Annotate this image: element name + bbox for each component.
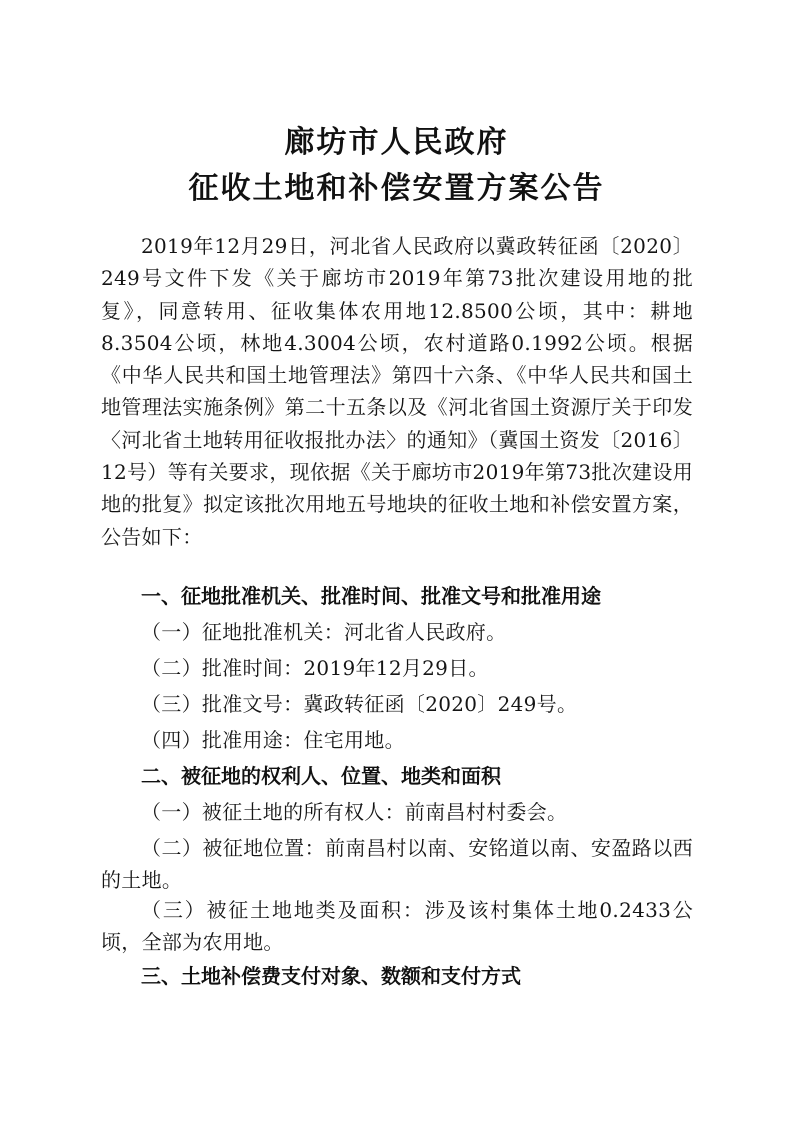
document-title-line1: 廊坊市人民政府 (284, 125, 509, 160)
section1-item-2: （二）批准时间：2019年12月29日。 (141, 656, 489, 680)
document-title-line2: 征收土地和补偿安置方案公告 (188, 171, 605, 206)
section1-item-4: （四）批准用途：住宅用地。 (141, 728, 405, 752)
section2-item-1: （一）被征土地的所有权人：前南昌村村委会。 (141, 800, 568, 824)
intro-paragraph-block (101, 230, 693, 553)
section2-heading: 二、被征地的权利人、位置、地类和面积 (141, 764, 501, 788)
section1-item-3: （三）批准文号：冀政转征函〔2020〕249号。 (141, 692, 578, 716)
section2-item-3: （三）被征土地地类及面积：涉及该村集体土地0.2433公顷，全部为农用地。 (101, 898, 693, 955)
section1-item-1: （一）征地批准机关：河北省人民政府。 (141, 620, 507, 644)
section2-item-2: （二）被征地位置：前南昌村以南、安铭道以南、安盈路以西的土地。 (101, 836, 693, 893)
intro-paragraph: 2019年12月29日，河北省人民政府以冀政转征函〔2020〕249号文件下发《关于廊坊市2019年第73批次建设用地的批复》，同意转用、征收集体农用地12.8500公顷，其中：耕地8.3504公顷，林地4.3004公顷，农村道路0.1992公顷。根据《中华人民共和国土地管理法》第四十六条、《中华人民共和国土地管理法实施条例》第二十五条以及《河北省国土资源厅关于印发〈河北省土地转用征收报批办法〉的通知》（冀国土资发〔2016〕12号）等有关要求，现依据《关于廊坊市2019年第73批次建设用地的批复》拟定该批次用地五号地块的征收土地和补偿安置方案，公告如下： (101, 234, 693, 549)
section1-heading: 一、征地批准机关、批准时间、批准文号和批准用途 (141, 584, 601, 608)
section3-heading: 三、土地补偿费支付对象、数额和支付方式 (141, 964, 521, 988)
